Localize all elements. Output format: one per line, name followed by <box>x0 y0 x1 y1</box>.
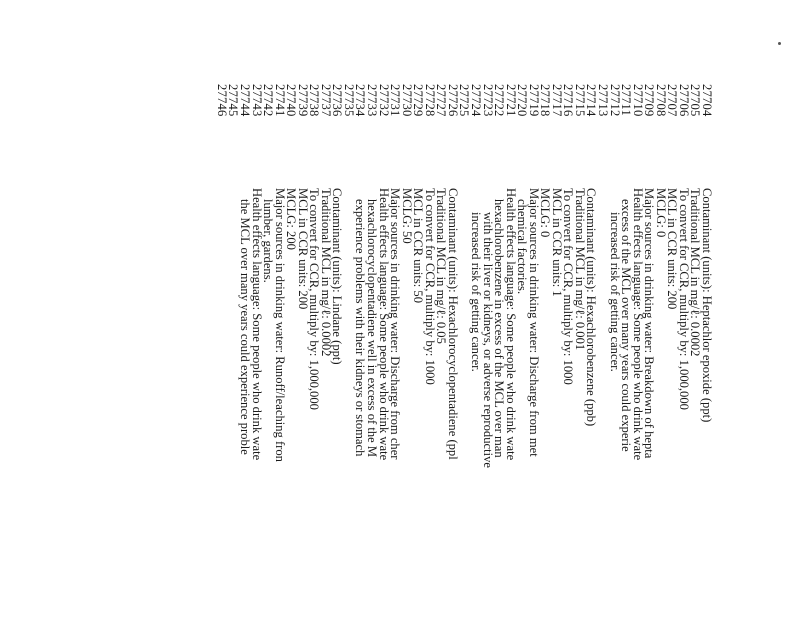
line-number: 27710 <box>630 84 645 117</box>
line-number: 27733 <box>365 84 380 117</box>
line-text: Contaminant (units): Hexachlorocyclopentadiene (ppl <box>445 188 460 460</box>
line-number: 27737 <box>318 84 333 117</box>
line-text: Contaminant (units): Hexachlorobenzene (ppb) <box>584 188 599 427</box>
line-number: 27722 <box>492 84 507 117</box>
rotated-text-block <box>12 84 712 618</box>
line-number: 27716 <box>561 84 576 117</box>
line-text: Health effects language: Some people who drink wate <box>249 188 264 461</box>
line-number: 27721 <box>503 84 518 117</box>
line-text: Major sources in drinking water: Breakdown of hepta <box>642 188 657 459</box>
line-number: 27741 <box>272 84 287 117</box>
line-number: 27712 <box>607 84 622 117</box>
line-number: 27724 <box>469 84 483 117</box>
line-text: Traditional MCL in mg/ℓ: 0.0002 <box>688 188 703 357</box>
line-number: 27718 <box>538 84 553 117</box>
line-number: 27744 <box>238 84 252 117</box>
line-number: 27714 <box>584 84 599 117</box>
line-text: Traditional MCL in mg/ℓ: 0.05 <box>434 188 449 344</box>
line-text: Health effects language: Some people who drink wate <box>630 188 645 461</box>
line-text: MCL in CCR units: 50 <box>411 188 426 303</box>
scan-speck <box>778 42 781 45</box>
line-number: 27728 <box>422 84 437 117</box>
line-number: 27705 <box>688 84 703 117</box>
line-number: 27735 <box>341 84 356 117</box>
line-number: 27719 <box>526 84 541 117</box>
line-number: 27725 <box>457 84 472 117</box>
line-number: 27731 <box>388 84 403 117</box>
line-number: 27707 <box>665 84 680 117</box>
line-number: 27723 <box>480 84 495 117</box>
line-text: experience problems with their kidneys or stomach <box>353 199 368 457</box>
line-text: lumber, gardens. <box>261 199 276 283</box>
line-text: Health effects language: Some people who drink wate <box>376 188 391 461</box>
line-text: MCL in CCR units: 200 <box>295 188 310 310</box>
line-number: 27738 <box>307 84 322 117</box>
line-number: 27717 <box>549 84 564 117</box>
line-text: hexachlorobenzene in excess of the MCL over man <box>492 199 507 458</box>
line-text: MCL in CCR units: 1 <box>549 188 564 297</box>
line-number: 27704 <box>700 84 714 117</box>
line-text: Major sources in drinking water: Discharge from met <box>526 188 541 457</box>
line-number: 27711 <box>619 84 634 117</box>
line-text: To convert for CCR, multiply by: 1,000,000 <box>307 188 322 410</box>
line-text: MCLG: 50 <box>399 188 414 244</box>
line-text: Major sources in drinking water: Discharge from cher <box>388 188 403 460</box>
line-number: 27706 <box>676 84 691 117</box>
line-number: 27709 <box>642 84 657 117</box>
line-number: 27732 <box>376 84 391 117</box>
line-text: Contaminant (units): Heptachlor epoxide (ppt) <box>700 188 714 423</box>
line-text: Contaminant (units): Lindane (ppt) <box>330 188 345 365</box>
line-number: 27742 <box>261 84 276 117</box>
line-text: To convert for CCR, multiply by: 1,000,000 <box>676 188 691 410</box>
line-text: To convert for CCR, multiply by: 1000 <box>422 188 437 385</box>
line-text: excess of the MCL over many years could experie <box>619 199 634 452</box>
line-text: Traditional MCL in mg/ℓ: 0.001 <box>572 188 587 351</box>
line-text: Traditional MCL in mg/ℓ: 0.0002 <box>318 188 333 357</box>
line-number: 27736 <box>330 84 345 117</box>
line-text: Health effects language: Some people who drink wate <box>503 188 518 461</box>
line-number: 27745 <box>226 84 241 117</box>
line-text: Major sources in drinking water: Runoff/leaching fron <box>272 188 287 462</box>
line-number: 27746 <box>214 84 229 117</box>
line-number: 27729 <box>411 84 426 117</box>
line-number: 27739 <box>295 84 310 117</box>
line-text: with their liver or kidneys, or adverse reproductive <box>480 212 495 468</box>
line-text: MCL in CCR units: 200 <box>665 188 680 310</box>
line-text: chemical factories. <box>515 199 530 295</box>
line-text: increased risk of getting cancer. <box>469 212 483 372</box>
line-number: 27740 <box>284 84 299 117</box>
line-text: MCLG: 200 <box>284 188 299 250</box>
line-text: MCLG: 0 <box>538 188 553 238</box>
line-text: MCLG: 0 <box>653 188 668 238</box>
line-number: 27713 <box>596 84 611 117</box>
line-number: 27734 <box>353 84 368 117</box>
line-text: increased risk of getting cancer. <box>607 212 622 372</box>
line-number: 27726 <box>445 84 460 117</box>
line-text: hexachlorocyclopentadiene well in excess of the M <box>365 199 380 458</box>
line-number: 27720 <box>515 84 530 117</box>
line-number: 27743 <box>249 84 264 117</box>
line-number: 27708 <box>653 84 668 117</box>
line-number: 27727 <box>434 84 449 117</box>
line-text: To convert for CCR, multiply by: 1000 <box>561 188 576 385</box>
line-number: 27715 <box>572 84 587 117</box>
line-text: the MCL over many years could experience proble <box>238 199 252 455</box>
line-number: 27730 <box>399 84 414 117</box>
